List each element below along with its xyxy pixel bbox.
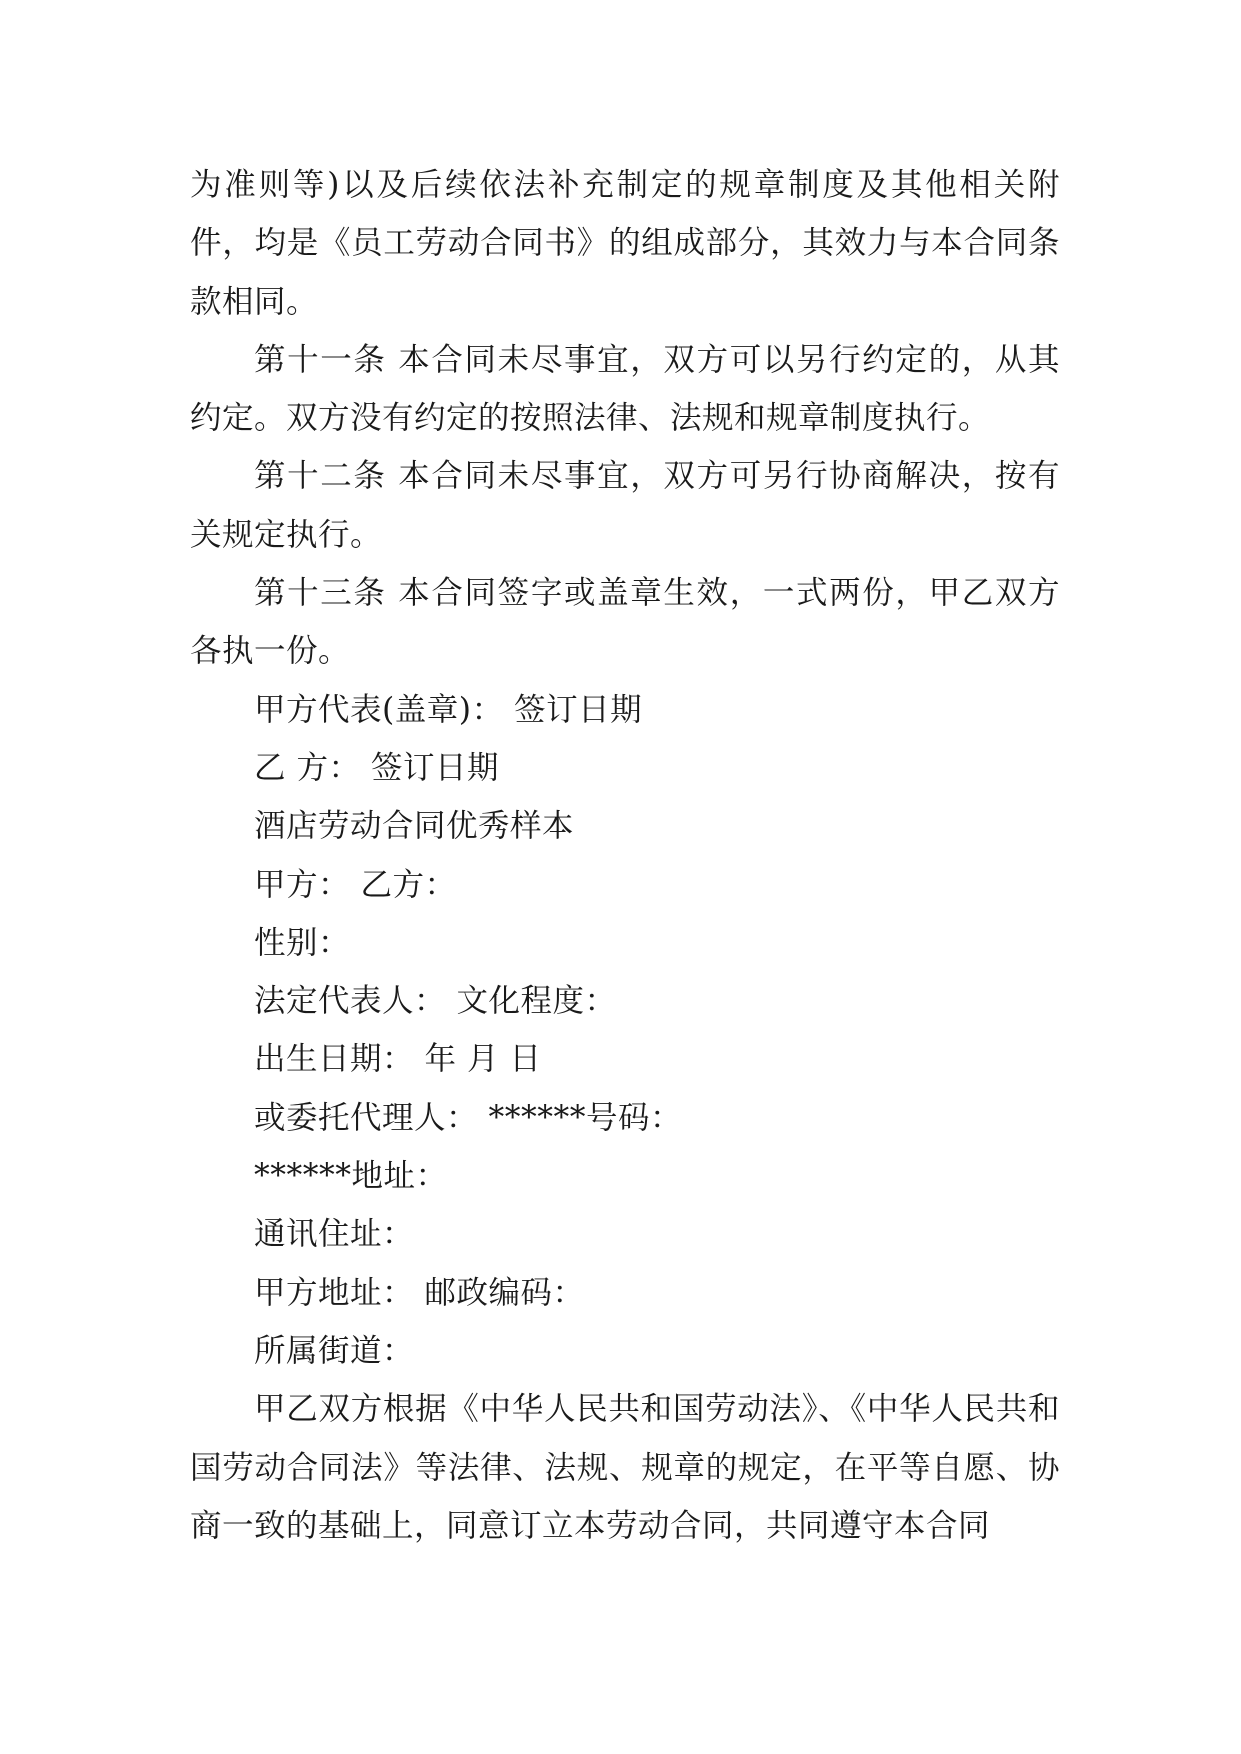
article-13: 第十三条 本合同签字或盖章生效，一式两份，甲乙双方各执一份。 <box>190 575 1060 670</box>
street-line: 所属街道： <box>254 1332 415 1369</box>
gender-line: 性别： <box>254 924 351 961</box>
mailing-address-line: 通讯住址： <box>254 1216 415 1253</box>
agent-line: 或委托代理人： ******号码： <box>254 1099 683 1136</box>
party-a-address-line: 甲方地址： 邮政编码： <box>254 1274 585 1311</box>
document-page <box>190 156 1060 1555</box>
party-a-signature-line: 甲方代表(盖章)： 签订日期 <box>254 691 643 728</box>
address-line: ******地址： <box>254 1158 448 1195</box>
paragraph-continuation: 为准则等)以及后续依法补充制定的规章制度及其他相关附件，均是《员工劳动合同书》的组成部分，其效力与本合同条款相同。 <box>190 167 1060 320</box>
sample-title: 酒店劳动合同优秀样本 <box>254 808 575 845</box>
legal-rep-line: 法定代表人： 文化程度： <box>254 983 617 1020</box>
closing-paragraph: 甲乙双方根据《中华人民共和国劳动法》、《中华人民共和国劳动合同法》等法律、法规、规章的规定，在平等自愿、协商一致的基础上，同意订立本劳动合同，共同遵守本合同 <box>190 1391 1060 1544</box>
article-12: 第十二条 本合同未尽事宜，双方可另行协商解决，按有关规定执行。 <box>190 458 1060 553</box>
party-b-signature-line: 乙 方： 签订日期 <box>254 749 500 786</box>
parties-line: 甲方： 乙方： <box>254 866 457 903</box>
birth-date-line: 出生日期： 年 月 日 <box>254 1041 542 1078</box>
article-11: 第十一条 本合同未尽事宜，双方可以另行约定的，从其约定。双方没有约定的按照法律、法规和规章制度执行。 <box>190 341 1060 437</box>
